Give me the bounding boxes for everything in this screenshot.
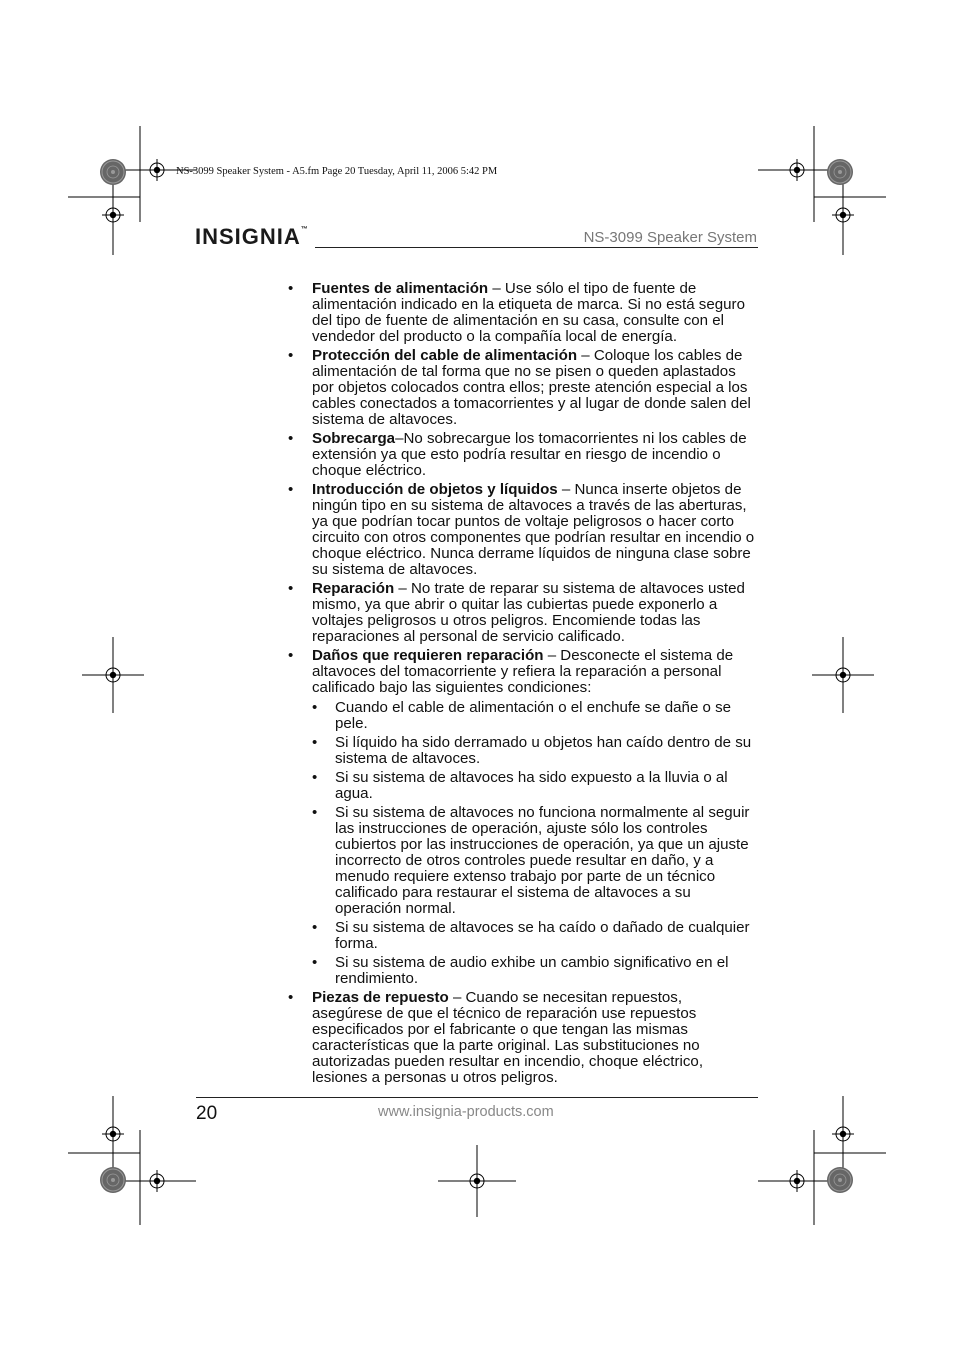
item-text: – Desconecte el sistema de altavoces del tomacorriente y refiera la reparación a personal calificado bajo las siguientes condiciones: xyxy=(312,647,734,696)
item-term: Reparación xyxy=(312,580,395,597)
item-term: Daños que requieren reparación xyxy=(312,647,544,664)
item-text: – Nunca inserte objetos de ningún tipo en su sistema de altavoces a través de las aberturas, ya que podrían tocar puntos de voltaje peligrosos o hacer corto circuito con otros componentes que podrían resultar en incendio o choque eléctrico. Nunca derrame líquidos de ninguna clase sobre su sistema de altavoces. xyxy=(312,481,755,578)
logo-text: INSIGNIA xyxy=(195,224,301,249)
sub-list-item: • Si su sistema de audio exhibe un cambio significativo en el rendimiento. xyxy=(312,955,756,987)
list-item xyxy=(288,990,756,1086)
item-term: Piezas de repuesto xyxy=(312,989,449,1006)
list-item xyxy=(288,431,756,479)
sub-list xyxy=(312,700,756,987)
bullet-list xyxy=(288,281,756,1086)
list-item xyxy=(288,581,756,645)
footer-rule xyxy=(196,1097,758,1098)
print-slug: NS-3099 Speaker System - A5.fm Page 20 Tuesday, April 11, 2006 5:42 PM xyxy=(176,166,498,177)
item-text: – No trate de reparar su sistema de altavoces usted mismo, ya que abrir o quitar las cubiertas puede exponerlo a voltajes peligrosos u otros peligros. Encomiende todas las reparaciones al personal de servicio calificado. xyxy=(312,580,745,645)
sub-list-item: • Si su sistema de altavoces se ha caído o dañado de cualquier forma. xyxy=(312,920,756,952)
list-item xyxy=(288,281,756,345)
item-term: Fuentes de alimentación xyxy=(312,280,489,297)
item-text: – Coloque los cables de alimentación de tal forma que no se pisen o queden aplastados por objetos colocados contra ellos; preste atención especial a los cables conectados a tomacorrientes y al lugar de donde salen del sistema de altavoces. xyxy=(312,347,751,428)
sub-list-item: • Cuando el cable de alimentación o el enchufe se dañe o se pele. xyxy=(312,700,756,732)
sub-list-item: • Si su sistema de altavoces ha sido expuesto a la lluvia o al agua. xyxy=(312,770,756,802)
item-term: Protección del cable de alimentación xyxy=(312,347,578,364)
sub-list-item: • Si su sistema de altavoces no funciona normalmente al seguir las instrucciones de operación, ajuste sólo los controles cubiertos por las instrucciones de operación, ya que un ajuste incorrecto de otros controles puede resultar en daño, y a menudo requiere extenso trabajo por parte de un técnico calificado para restaurar el sistema de altavoces a su operación normal. xyxy=(312,805,756,917)
list-item xyxy=(288,348,756,428)
list-item xyxy=(288,482,756,578)
item-text: – Cuando se necesitan repuestos, asegúrese de que el técnico de reparación use repuestos especificados por el fabricante o que tengan las mismas características que la parte original. Las substituciones no autorizadas pueden resultar en incendio, choque eléctrico, lesiones a personas u otros peligros. xyxy=(312,989,704,1086)
list-item xyxy=(288,648,756,987)
item-text: –No sobrecargue los tomacorrientes ni los cables de extensión ya que esto podría resultar en riesgo de incendio o choque eléctrico. xyxy=(312,430,747,479)
logo-trademark: ™ xyxy=(300,226,308,233)
safety-instructions xyxy=(288,281,756,1089)
page-number: 20 xyxy=(196,1103,218,1124)
item-term: Sobrecarga xyxy=(312,430,396,447)
sub-list-item: • Si líquido ha sido derramado u objetos han caído dentro de su sistema de altavoces. xyxy=(312,735,756,767)
item-term: Introducción de objetos y líquidos xyxy=(312,481,558,498)
header-rule xyxy=(315,247,758,248)
header-title: NS-3099 Speaker System xyxy=(583,229,757,246)
item-text: – Use sólo el tipo de fuente de alimentación indicado en la etiqueta de marca. Si no está seguro del tipo de fuente de alimentación en su casa, consulte con el vendedor del producto o la compañía local de energía. xyxy=(312,280,745,345)
insignia-logo xyxy=(195,226,308,248)
footer-url[interactable]: www.insignia-products.com xyxy=(378,1104,554,1120)
